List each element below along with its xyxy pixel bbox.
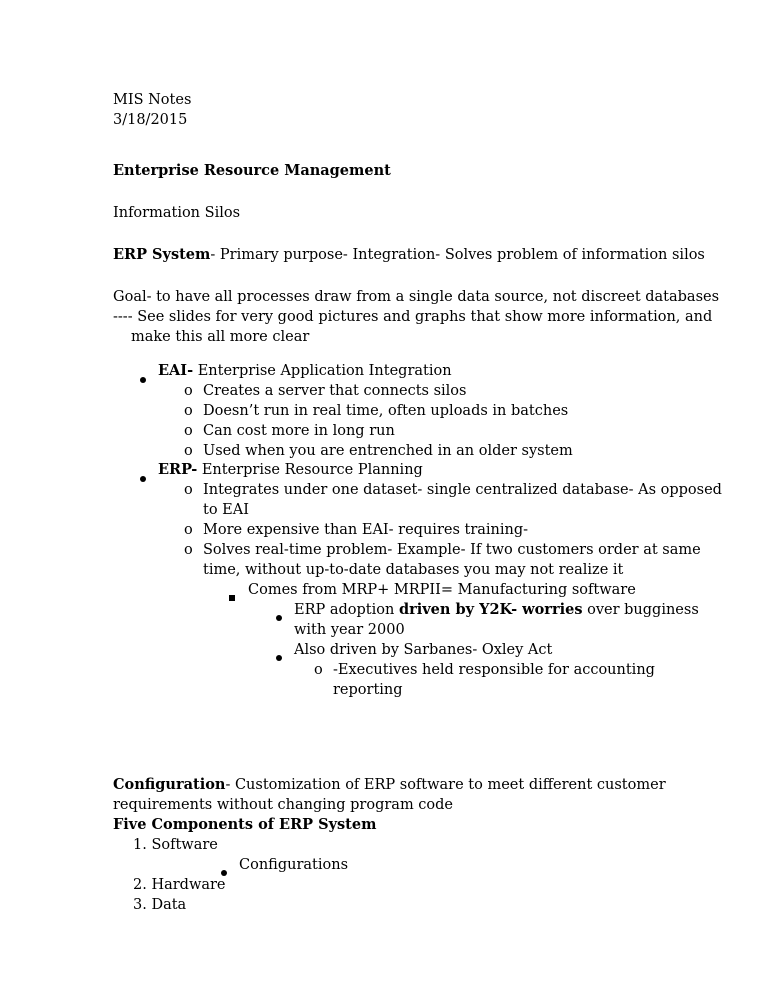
eai-term: EAI- — [158, 362, 194, 379]
info-silos-line: Information Silos — [113, 205, 241, 221]
doc-date: 3/18/2015 — [113, 112, 188, 128]
erp-sub-item: Comes from MRP+ MRPII= Manufacturing software — [248, 582, 636, 598]
configuration-line — [113, 775, 666, 795]
erp-bullet-o: o — [184, 542, 193, 558]
adoption-line — [294, 600, 699, 620]
eai-bullet-o: o — [184, 423, 193, 439]
erp-bullet-o: o — [184, 522, 193, 538]
eai-text: Enterprise Application Integration — [193, 363, 452, 379]
component-item: 1. Software — [133, 837, 218, 853]
eai-item: Creates a server that connects silos — [203, 383, 467, 399]
erp-term: ERP- — [158, 461, 198, 478]
erp-item-1b: to EAI — [203, 502, 249, 518]
erp-item-3a: Solves real-time problem- Example- If two customers order at same — [203, 542, 701, 558]
goal-line-2: ---- See slides for very good pictures and graphs that show more information, and — [113, 309, 713, 325]
eai-item: Doesn’t run in real time, often uploads in batches — [203, 403, 569, 419]
adoption-bold: driven by Y2K- worries — [398, 601, 583, 618]
square-bullet — [229, 587, 235, 607]
adoption-pre: ERP adoption — [294, 602, 399, 618]
component-item: 3. Data — [133, 897, 187, 913]
eai-bullet-o: o — [184, 383, 193, 399]
eai-line — [158, 361, 452, 381]
goal-line-1: Goal- to have all processes draw from a single data source, not discreet databases — [113, 289, 720, 305]
exec-line-1: -Executives held responsible for accounting — [333, 662, 655, 678]
eai-bullet-o: o — [184, 403, 193, 419]
adoption-bullet — [276, 607, 282, 627]
erp-item-3b: time, without up-to-date databases you may not realize it — [203, 562, 624, 578]
eai-item: Can cost more in long run — [203, 423, 395, 439]
adoption-post: over bugginess — [582, 602, 699, 618]
configuration-term: Configuration — [113, 776, 226, 793]
section-heading: Enterprise Resource Management — [113, 162, 391, 179]
sarbanes-bullet — [276, 647, 282, 667]
configuration-text: - Customization of ERP software to meet different customer — [225, 777, 666, 793]
exec-line-2: reporting — [333, 682, 403, 698]
erp-line — [158, 460, 423, 480]
erp-system-line — [113, 245, 705, 265]
five-components-heading: Five Components of ERP System — [113, 816, 377, 833]
component-sub-item: Configurations — [239, 857, 349, 873]
eai-item: Used when you are entrenched in an older system — [203, 443, 573, 459]
component-item: 2. Hardware — [133, 877, 226, 893]
erp-bullet-o: o — [184, 482, 193, 498]
doc-title: MIS Notes — [113, 92, 192, 108]
sarbanes-line: Also driven by Sarbanes- Oxley Act — [294, 642, 553, 658]
erp-system-term: ERP System — [113, 246, 211, 263]
erp-item-2: More expensive than EAI- requires training- — [203, 522, 529, 538]
eai-bullet — [140, 369, 146, 389]
adoption-line-2: with year 2000 — [294, 622, 405, 638]
erp-text: Enterprise Resource Planning — [197, 462, 423, 478]
goal-line-3: make this all more clear — [131, 329, 310, 345]
erp-system-text: - Primary purpose- Integration- Solves problem of information silos — [210, 247, 705, 263]
erp-item-1a: Integrates under one dataset- single centralized database- As opposed — [203, 482, 722, 498]
erp-bullet — [140, 468, 146, 488]
exec-bullet-o: o — [314, 662, 323, 678]
eai-bullet-o: o — [184, 443, 193, 459]
configuration-line-2: requirements without changing program code — [113, 797, 454, 813]
